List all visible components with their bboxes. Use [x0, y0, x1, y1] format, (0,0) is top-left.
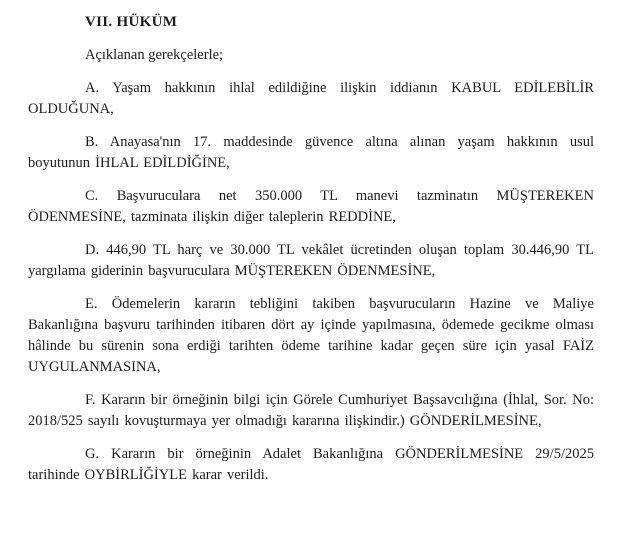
judgment-item-b: B. Anayasa'nın 17. maddesinde güvence altına alınan yaşam hakkının usul boyutunun İHLAL EDİLDİĞİNE, — [28, 134, 594, 171]
judgment-item-a: A. Yaşam hakkının ihlal edildiğine ilişkin iddianın KABUL EDİLEBİLİR OLDUĞUNA, — [28, 80, 594, 117]
section-title: VII. HÜKÜM — [85, 14, 178, 30]
judgment-item-d: D. 446,90 TL harç ve 30.000 TL vekâlet ücretinden oluşan toplam 30.446,90 TL yargılama giderinin başvuruculara MÜŞTEREKEN ÖDENMESİNE, — [28, 242, 594, 279]
intro-line: Açıklanan gerekçelerle; — [85, 47, 224, 63]
judgment-item-c: C. Başvuruculara net 350.000 TL manevi tazminatın MÜŞTEREKEN ÖDENMESİNE, tazminata ilişkin diğer taleplerin REDDİNE, — [28, 188, 594, 225]
judgment-item-e: E. Ödemelerin kararın tebliğini takiben başvurucuların Hazine ve Maliye Bakanlığına başvuru tarihinden itibaren dört ay içinde yapılmasına, ödemede gecikme olması hâlinde bu sürenin sona erdiği tarihten ödeme tarihine kadar geçen süre için yasal FAİZ UYGULANMASINA, — [28, 296, 594, 375]
judgment-item-g: G. Kararın bir örneğinin Adalet Bakanlığına GÖNDERİLMESİNE 29/5/2025 tarihinde OYBİRLİĞİYLE karar verildi. — [28, 446, 594, 483]
judgment-item-f: F. Kararın bir örneğinin bilgi için Görele Cumhuriyet Başsavcılığına (İhlal, Sor. No: 2018/525 sayılı kovuşturmaya yer olmadığı kararına ilişkindir.) GÖNDERİLMESİNE, — [28, 392, 594, 429]
